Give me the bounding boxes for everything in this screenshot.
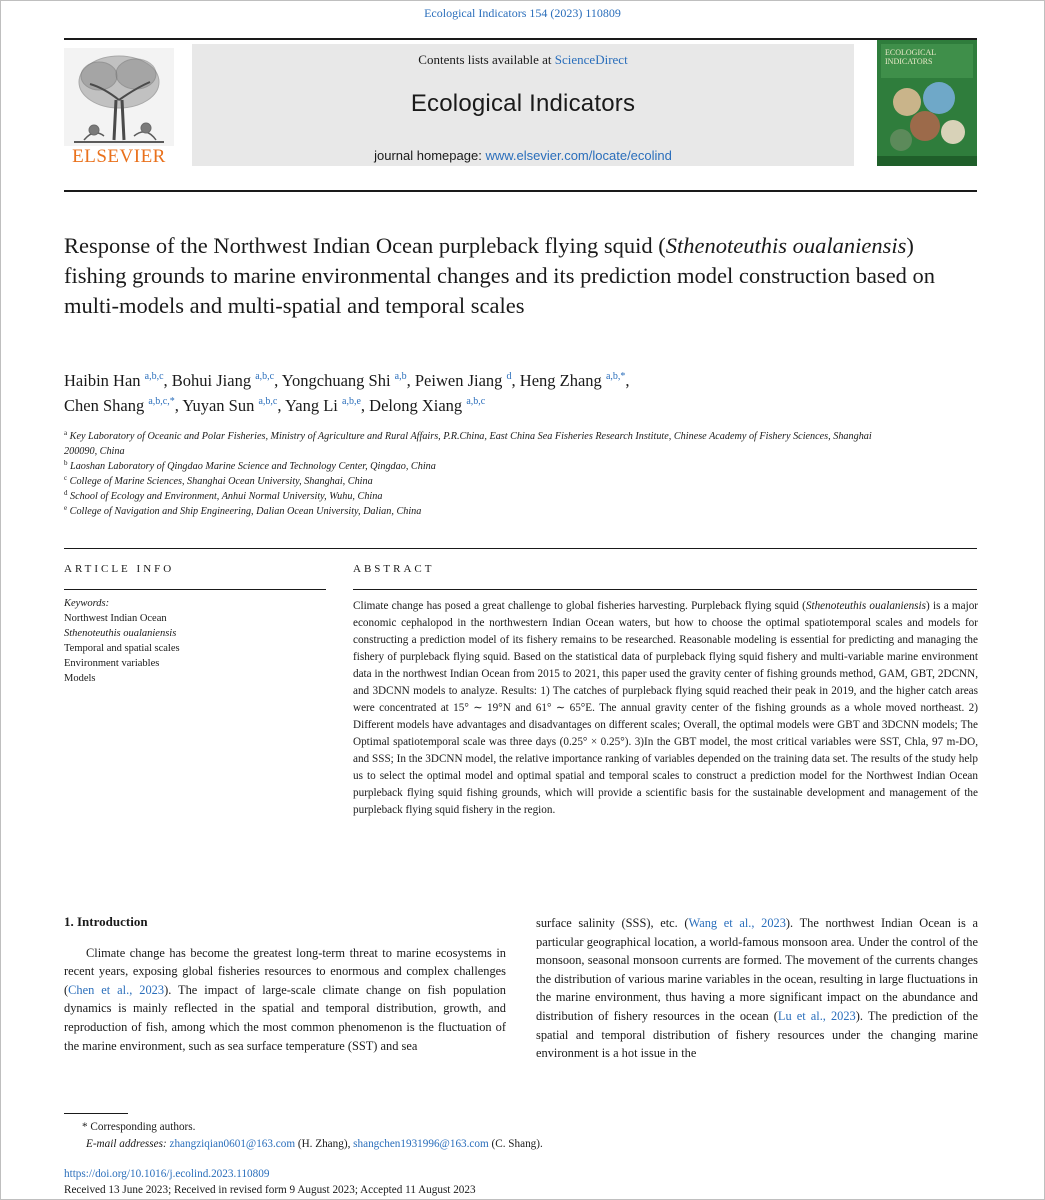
title-part2: ) fishing grounds to marine environmental changes and its prediction model construction based on multi-models and multi-spatial and temporal scales [64,233,936,318]
journal-cover-icon[interactable] [877,40,977,166]
keyword[interactable]: Northwest Indian Ocean [64,613,167,624]
keywords-label: Keywords: [64,598,110,609]
keywords-block [64,596,314,686]
title-part1: Response of the Northwest Indian Ocean purpleback flying squid ( [64,233,666,258]
intro-paragraph: surface salinity (SSS), etc. (Wang et al., 2023). The northwest Indian Ocean is a particular geographical location, a world-famous monsoon area. Under the control of the monsoon, seasonal monsoon currents are formed. The movement of the currents changes the distribution of various marine variables in the ocean, resulting in large fluctuations in the marine environment, thus having a more significant impact on the abundance and distribution of fishery resources in the ocean (Lu et al., 2023). The prediction of the spatial and temporal distribution of fishery resources under the changing marine environment is a hot issue in the [536,916,978,1061]
affiliation-list [64,429,884,519]
author[interactable]: Yang Li $^{a,b,e}$ [285,396,361,415]
author[interactable]: Yongchuang Shi $^{a,b}$ [281,371,407,390]
keyword: Sthenoteuthis oualaniensis [64,628,177,639]
abstract-text: Climate change has posed a great challenge to global fisheries harvesting. Purpleback flying squid (Sthenoteuthis oualaniensis) is a major economic cephalopod in the northwestern Indian Ocean waters, but how to choose the optimal spatiotemporal scales and models for constructing a prediction model of its fishery remains to be researched. Reasonable modeling is essential for predicting and managing the fishery of purpleback flying squid. Based on the statistical data of purpleback flying squid fishery and multi-variable marine environment data in the northwest Indian Ocean from 2015 to 2021, this paper used the gravity center of fishing grounds method, GAM, GBT, 2DCNN, and 3DCNN models to analyze. Results: 1) The catches of purpleback flying squid reached their peak in 2019, and the higher catch areas were concentrated at 15° ∼ 19°N and 61° ∼ 65°E. The annual gravity center of the fishing grounds as a whole moved northeast. 2) Different models have advantages and disadvantages on different scales; Overall, the optimal models were GBT and 3DCNN models; The Optimal spatiotemporal scale was three days (0.25° × 0.25°). 3)In the GBT model, the most critical variables were SST, Chla, 97 m-DO, and SSS; In the 3DCNN model, the relative importance ranking of variables depended on the training data set. The results of the study help us to select the optimal model and optimal spatial and temporal scales to construct a prediction model for the Northwest Indian Ocean purpleback flying squid fishing grounds, which will provide a scientific basis for the sustainable development and management of the purpleback flying squid fishery in the region. [353,600,979,816]
corresponding-note: * Corresponding authors. [82,1121,196,1133]
homepage-prefix: journal homepage: [374,148,482,163]
journal-masthead [192,44,854,166]
author[interactable]: Delong Xiang $^{a,b,c}$ [369,396,486,415]
keyword[interactable]: Temporal and spatial scales [64,643,180,654]
header-rule [64,190,977,192]
affiliation: $^d$ School of Ecology and Environment, Anhui Normal University, Wuhu, China [64,489,383,502]
author[interactable]: Heng Zhang $^{a,b,*}$ [519,371,626,390]
homepage-link[interactable]: www.elsevier.com/locate/ecolind [485,148,672,163]
footnote-rule [64,1113,128,1114]
info-top-rule [64,548,977,549]
affiliation: $^c$ College of Marine Sciences, Shanghai Ocean University, Shanghai, China [64,474,373,487]
keyword[interactable]: Models [64,673,96,684]
elsevier-wordmark: ELSEVIER [72,146,166,167]
article-title [64,231,964,321]
contents-line [192,52,854,68]
author[interactable]: Peiwen Jiang $^d$ [414,371,512,390]
author[interactable]: Bohui Jiang $^{a,b,c}$ [171,371,275,390]
email-line: E-mail addresses: zhangziqian0601@163.com (H. Zhang), shangchen1931996@163.com (C. Shang). [86,1138,543,1150]
author[interactable]: Yuyan Sun $^{a,b,c}$ [182,396,278,415]
citation-link[interactable]: Lu et al., 2023 [777,1008,856,1023]
cover-title-2: INDICATORS [885,57,933,66]
affiliation: $^e$ College of Navigation and Ship Engineering, Dalian Ocean University, Dalian, China [64,504,422,517]
running-header[interactable]: Ecological Indicators 154 (2023) 110809 [424,6,621,20]
contents-prefix: Contents lists available at [418,52,552,67]
sciencedirect-link[interactable]: ScienceDirect [554,52,628,67]
doi-link[interactable]: https://doi.org/10.1016/j.ecolind.2023.110809 [64,1168,270,1180]
journal-name: Ecological Indicators [410,90,636,117]
article-info-heading: ARTICLE INFO [64,563,175,575]
cover-title-1: ECOLOGICAL [885,48,937,57]
citation-link[interactable]: Wang et al., 2023 [688,916,786,930]
email-link[interactable]: zhangziqian0601@163.com [169,1138,296,1150]
author[interactable]: Chen Shang $^{a,b,c,*}$ [64,396,175,415]
email-link[interactable]: shangchen1931996@163.com [353,1138,489,1150]
author-list: Haibin Han $^{a,b,c}$, Bohui Jiang $^{a,b,c}$, Yongchuang Shi $^{a,b}$, Peiwen Jiang $^d$, Heng Zhang $^{a,b,*}$, Chen Shang $^{a,b,c,*}$, Yuyan Sun $^{a,b,c}$, Yang Li $^{a,b,e}$, Delong Xiang $^{a,b,c}$ [64,371,630,415]
intro-column-left [64,913,506,1055]
abstract-rule [353,589,977,590]
received-dates: Received 13 June 2023; Received in revised form 9 August 2023; Accepted 11 August 2023 [64,1184,476,1196]
intro-paragraph: Climate change has become the greatest long-term threat to marine ecosystems in recent years, exposing global fisheries resources to enormous and complex challenges (Chen et al., 2023). The impact of large-scale climate change on fish population dynamics is mainly reflected in the spatial and temporal distribution, growth, and reproduction of fish, among which the most common phenomenon is the fluctuation of the marine environment, such as sea surface temperature (SST) and sea [64,945,507,1053]
top-rule [64,38,977,40]
intro-column-right [536,914,978,1063]
title-species: Sthenoteuthis oualaniensis [665,233,907,258]
affiliation: $^b$ Laoshan Laboratory of Qingdao Marine Science and Technology Center, Qingdao, China [64,459,436,472]
abstract-heading: ABSTRACT [353,563,435,575]
info-rule [64,589,326,590]
keyword[interactable]: Environment variables [64,658,160,669]
intro-heading: 1. Introduction [64,914,148,929]
affiliation: $^a$ Key Laboratory of Oceanic and Polar Fisheries, Ministry of Agriculture and Rural Affairs, P.R.China, East China Sea Fisheries Research Institute, Chinese Academy of Fishery Sciences, Shanghai 200090, China [64,429,872,457]
homepage-line [192,148,854,163]
citation-link[interactable]: Chen et al., 2023 [68,982,165,997]
author[interactable]: Haibin Han $^{a,b,c}$ [64,371,164,390]
